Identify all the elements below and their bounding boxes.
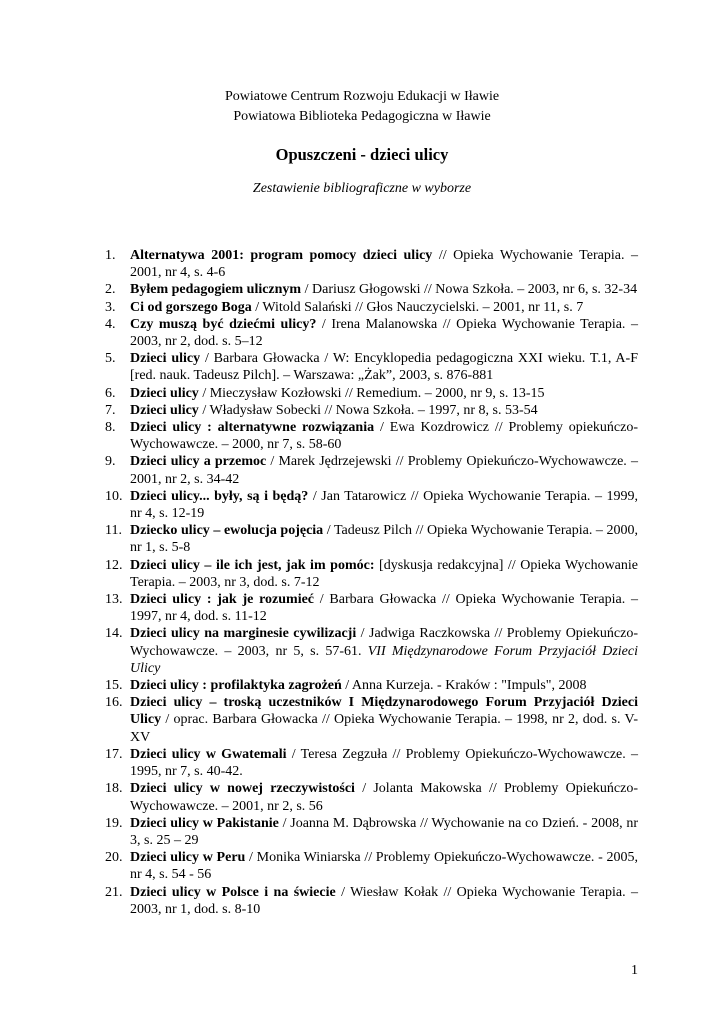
entry-title: Byłem pedagogiem ulicznym (130, 282, 302, 298)
entry-title: Dziecko ulicy – ewolucja pojęcia (130, 523, 324, 539)
entry-title: Dzieci ulicy w nowej rzeczywistości (130, 781, 355, 797)
entry-details: / Witold Salański // Głos Nauczycielski. – 2001, nr 11, s. 7 (251, 299, 584, 315)
entry-title: Dzieci ulicy : jak je rozumieć (130, 592, 315, 608)
entry-details: / Tadeusz Pilch // Opieka Wychowanie Terapia. – 2000, nr 1, s. 5-8 (130, 523, 638, 556)
bibliography-entry (105, 247, 638, 281)
entry-number: 15. (105, 678, 123, 694)
bibliography-entry (105, 815, 638, 849)
entry-title: Dzieci ulicy (130, 402, 199, 418)
entry-number: 10. (105, 488, 123, 504)
entry-title: Dzieci ulicy... były, są i będą? (130, 488, 309, 504)
document-subtitle: Zestawienie bibliograficzne w wyborze (252, 181, 472, 196)
entry-details: / Jadwiga Raczkowska // Problemy Opiekuńczo-Wychowawcze. – 2003, nr 5, s. 57-61. (130, 626, 638, 659)
bibliography-entry (105, 849, 639, 883)
entry-details: / Joanna M. Dąbrowska // Wychowanie na co Dzień. - 2008, nr 3, s. 25 – 29 (130, 815, 638, 848)
entry-number: 13. (105, 592, 123, 608)
entry-title: Dzieci ulicy w Gwatemali (130, 746, 287, 762)
entry-details: / Władysław Sobecki // Nowa Szkoła. – 1997, nr 8, s. 53-54 (198, 402, 538, 418)
bibliography-entry (105, 780, 638, 814)
entry-title: Dzieci ulicy a przemoc (130, 454, 267, 470)
entry-details: // Opieka Wychowanie Terapia. – 2001, nr 4, s. 4-6 (130, 248, 638, 281)
bibliography-entry (105, 402, 638, 419)
entry-details: / Jan Tatarowicz // Opieka Wychowanie Terapia. – 1999, nr 4, s. 12-19 (130, 488, 638, 522)
document-title: Opuszczeni - dzieci ulicy (275, 145, 449, 164)
entry-title: Dzieci ulicy – troską uczestników I Międzynarodowego Forum Przyjaciół Dzieci Ulicy (130, 695, 638, 728)
bibliography-entry (105, 488, 638, 522)
entry-details: / oprac. Barbara Głowacka // Opieka Wychowanie Terapia. – 1998, nr 2, dod. s. V-XV (130, 712, 638, 745)
entry-number: 20. (105, 850, 123, 866)
bibliography-list (105, 247, 639, 918)
entry-title: Dzieci ulicy (130, 385, 199, 401)
entry-details: / Wiesław Kołak // Opieka Wychowanie Terapia. – 2003, nr 1, dod. s. 8-10 (130, 884, 638, 917)
bibliography-entry (105, 677, 638, 694)
header-line-2: Powiatowa Biblioteka Pedagogiczna w Iławie (233, 109, 491, 124)
entry-number: 4. (105, 316, 116, 332)
bibliography-entry (105, 385, 638, 402)
entry-title: Dzieci ulicy – ile ich jest, jak im pomóc: (130, 557, 375, 573)
bibliography-entry (105, 316, 638, 350)
bibliography-entry (105, 625, 638, 677)
bibliography-entry (105, 694, 638, 746)
entry-number: 8. (105, 420, 116, 436)
bibliography-entry (105, 350, 638, 384)
entry-title: Alternatywa 2001: program pomocy dzieci ulicy (130, 248, 433, 263)
entry-details: [dyskusja redakcyjna] // Opieka Wychowanie Terapia. – 2003, nr 3, dod. s. 7-12 (130, 557, 639, 590)
entry-details: / Dariusz Głogowski // Nowa Szkoła. – 2003, nr 6, s. 32-34 (301, 282, 638, 298)
entry-number: 16. (105, 695, 123, 711)
entry-details: / Marek Jędrzejewski // Problemy Opiekuńczo-Wychowawcze. – 2001, nr 2, s. 34-42 (130, 454, 638, 487)
header-line-1: Powiatowe Centrum Rozwoju Edukacji w Iławie (224, 89, 500, 104)
entry-details: / Teresa Zegzuła // Problemy Opiekuńczo-Wychowawcze. – 1995, nr 7, s. 40-42. (130, 746, 638, 780)
entry-number: 14. (105, 626, 123, 642)
entry-number: 1. (105, 248, 116, 263)
bibliography-entry (105, 299, 638, 316)
entry-title: Dzieci ulicy w Pakistanie (130, 815, 279, 831)
entry-title: Czy muszą być dziećmi ulicy? (130, 316, 317, 332)
entry-number: 18. (105, 781, 123, 797)
entry-details: / Ewa Kozdrowicz // Problemy opiekuńczo-Wychowawcze. – 2000, nr 7, s. 58-60 (130, 420, 638, 453)
entry-number: 6. (105, 385, 116, 401)
entry-title: Dzieci ulicy na marginesie cywilizacji (130, 626, 357, 642)
entry-details: / Anna Kurzeja. - Kraków : "Impuls", 2008 (341, 678, 587, 694)
entry-details: / Barbara Głowacka // Opieka Wychowanie Terapia. – 1997, nr 4, dod. s. 11-12 (130, 592, 638, 625)
entry-title: Dzieci ulicy w Peru (130, 850, 246, 866)
entry-number: 3. (105, 299, 116, 315)
entry-number: 9. (105, 454, 116, 470)
entry-title: Dzieci ulicy : alternatywne rozwiązania (130, 420, 375, 436)
entry-number: 5. (105, 351, 116, 367)
entry-number: 11. (105, 523, 122, 539)
entry-title: Dzieci ulicy w Polsce i na świecie (130, 884, 336, 900)
bibliography-entry (105, 884, 638, 918)
entry-title: Ci od gorszego Boga (130, 299, 252, 315)
entry-note: VII Międzynarodowe Forum Przyjaciół Dzieci Ulicy (130, 643, 638, 676)
bibliography-entry (105, 746, 638, 780)
entry-number: 17. (105, 746, 123, 762)
entry-details: / Monika Winiarska // Problemy Opiekuńczo-Wychowawcze. - 2005, nr 4, s. 54 - 56 (130, 850, 639, 883)
bibliography-entry (105, 591, 638, 625)
bibliography-entry (105, 453, 638, 487)
entry-number: 21. (105, 884, 123, 900)
bibliography-entry (105, 419, 638, 453)
entry-details: / Irena Malanowska // Opieka Wychowanie Terapia. – 2003, nr 2, dod. s. 5–12 (130, 316, 638, 350)
entry-details: / Mieczysław Kozłowski // Remedium. – 2000, nr 9, s. 13-15 (198, 385, 545, 401)
entry-number: 12. (105, 557, 123, 573)
entry-title: Dzieci ulicy (130, 351, 201, 367)
entry-number: 2. (105, 282, 116, 298)
page-number: 1 (631, 963, 638, 978)
entry-details: / Barbara Głowacka / W: Encyklopedia pedagogiczna XXI wieku. T.1, A-F [red. nauk. Tadeusz Pilch]. – Warszawa: „Żak”, 2003, s. 876-881 (130, 351, 638, 384)
bibliography-entry (105, 557, 639, 591)
entry-number: 19. (105, 815, 123, 831)
entry-number: 7. (105, 402, 116, 418)
bibliography-entry (105, 281, 638, 298)
bibliography-entry (105, 522, 638, 556)
entry-details: / Jolanta Makowska // Problemy Opiekuńczo-Wychowawcze. – 2001, nr 2, s. 56 (130, 781, 638, 814)
entry-title: Dzieci ulicy : profilaktyka zagrożeń (130, 678, 342, 694)
